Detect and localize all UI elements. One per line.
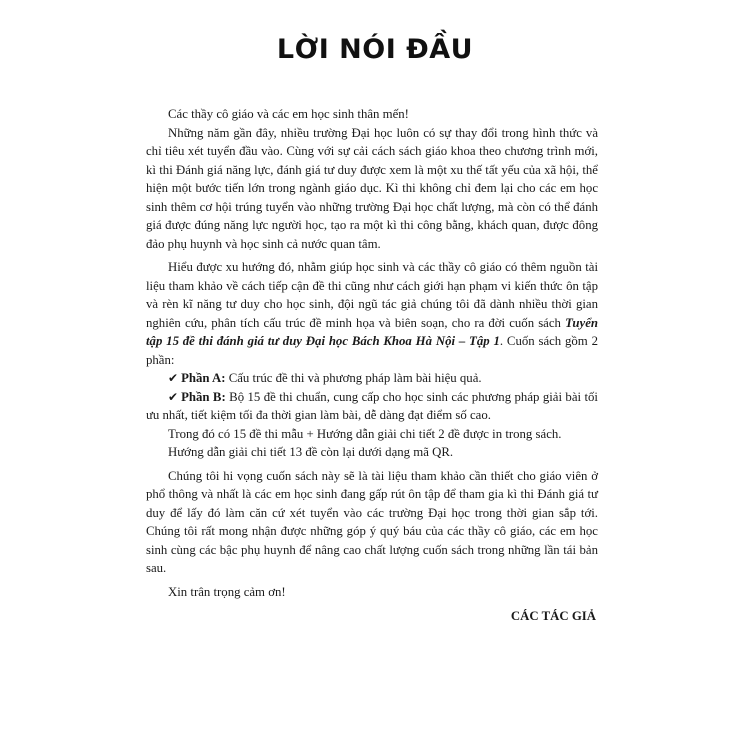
signature: CÁC TÁC GIẢ xyxy=(510,609,596,623)
preface-body xyxy=(146,105,598,626)
part-a-text: Cấu trúc đề thi và phương pháp làm bài hiệu quả. xyxy=(225,371,482,385)
thanks-line: Xin trân trọng cảm ơn! xyxy=(168,584,286,599)
book-title: Tuyển tập 15 đề thi đánh giá tư duy Đại học Bách Khoa Hà Nội – Tập 1 xyxy=(146,315,598,348)
part-b-text: Bộ 15 đề thi chuẩn, cung cấp cho học sinh các phương pháp giải bài tối ưu nhất, tiết kiệm tối đa thời gian làm bài, dễ dàng đạt điểm số cao. xyxy=(146,389,598,422)
sample-tests-line: Trong đó có 15 đề thi mẫu + Hướng dẫn giải chi tiết 2 đề được in trong sách. xyxy=(168,426,562,441)
paragraph-1: Những năm gần đây, nhiều trường Đại học luôn có sự thay đổi trong hình thức và chỉ tiêu xét tuyển đầu vào. Cùng với sự cải cách sách giáo khoa theo chương trình mới, kì thi Đánh giá năng lực, đánh giá tư duy được xem là một xu thế tất yếu của xã hội, thể hiện một bước tiến lớn trong ngành giáo dục. Kì thi không chỉ đem lại cho các em học sinh thêm cơ hội trúng tuyển vào những trường Đại học chất lượng, mà còn có thể đánh giá được đúng năng lực người học, tạo ra một kì thi công bằng, khách quan, được đông đảo phụ huynh và học sinh cả nước quan tâm. xyxy=(146,125,598,251)
part-b-item xyxy=(146,388,598,425)
part-a-item xyxy=(146,369,598,388)
paragraph-2 xyxy=(146,258,598,369)
checkmark-icon: ✔ xyxy=(168,389,179,404)
part-b-label: Phần B: xyxy=(181,389,226,404)
paragraph-3: Chúng tôi hi vọng cuốn sách này sẽ là tài liệu tham khảo cần thiết cho giáo viên ở phổ thông và nhất là các em học sinh đang gấp rút ôn tập để tham gia kì thi Đánh giá tư duy để lấy đó làm căn cứ xét tuyển vào các trường Đại học trong thời gian sắp tới. Chúng tôi rất mong nhận được những góp ý quý báu của các thầy cô giáo, các em học sinh cùng các bậc phụ huynh để nâng cao chất lượng cuốn sách trong những lần tái bản sau. xyxy=(146,468,598,575)
part-a-label: Phần A: xyxy=(181,371,226,385)
checkmark-icon: ✔ xyxy=(168,371,179,385)
paragraph-2-start: Hiểu được xu hướng đó, nhằm giúp học sinh và các thầy cô giáo có thêm nguồn tài liệu tham khảo về cách tiếp cận đề thi cũng như cách giới hạn phạm vi kiến thức ôn tập và rèn kĩ năng tư duy cho học sinh, đội ngũ tác giả chúng tôi đã dành nhiều thời gian nghiên cứu, phân tích cấu trúc đề minh họa và biên soạn, cho ra đời cuốn sách xyxy=(146,260,598,330)
page-title: LỜI NÓI ĐẦU xyxy=(276,34,474,65)
paragraph-2-end: . Cuốn sách gồm 2 phần: xyxy=(146,334,598,367)
greeting-line: Các thầy cô giáo và các em học sinh thân mến! xyxy=(168,107,409,121)
qr-solutions-line: Hướng dẫn giải chi tiết 13 đề còn lại dưới dạng mã QR. xyxy=(168,445,454,459)
